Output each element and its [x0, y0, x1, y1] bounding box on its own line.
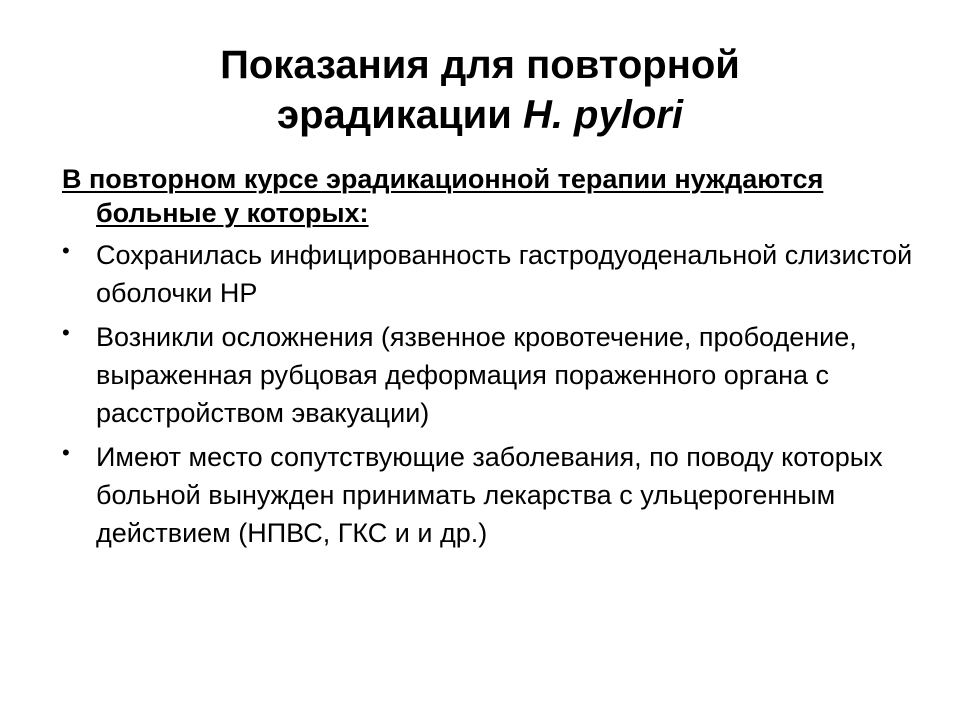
title-organism-name: H. pylori	[522, 93, 683, 137]
bullet-item-1	[62, 236, 922, 312]
bullet-item-3	[62, 438, 922, 552]
bullet-dot-icon: •	[62, 440, 70, 465]
bullet-dot-icon: •	[62, 238, 70, 263]
bullet-list	[62, 236, 922, 552]
bullet-dot-icon: •	[62, 320, 70, 345]
slide-content	[62, 162, 922, 558]
slide-title	[0, 40, 960, 140]
bullet-text-2: Возникли осложнения (язвенное кровотечение, прободение, выраженная рубцовая деформация пораженного органа с расстройством эвакуации)	[96, 322, 857, 428]
title-line-2	[0, 90, 960, 140]
lead-paragraph	[62, 162, 922, 230]
bullet-item-2	[62, 318, 922, 432]
bullet-text-3: Имеют место сопутствующие заболевания, по поводу которых больной вынужден принимать лекарства с ульцерогенным действием (НПВС, ГКС и и др.)	[96, 442, 883, 548]
bullet-text-1: Сохранилась инфицированность гастродуоденальной слизистой оболочки НР	[96, 240, 913, 308]
title-line-2-text: эрадикации	[277, 93, 523, 137]
lead-text: В повторном курсе эрадикационной терапии нуждаются больные у которых:	[62, 164, 824, 228]
title-line-1: Показания для повторной	[220, 43, 740, 87]
